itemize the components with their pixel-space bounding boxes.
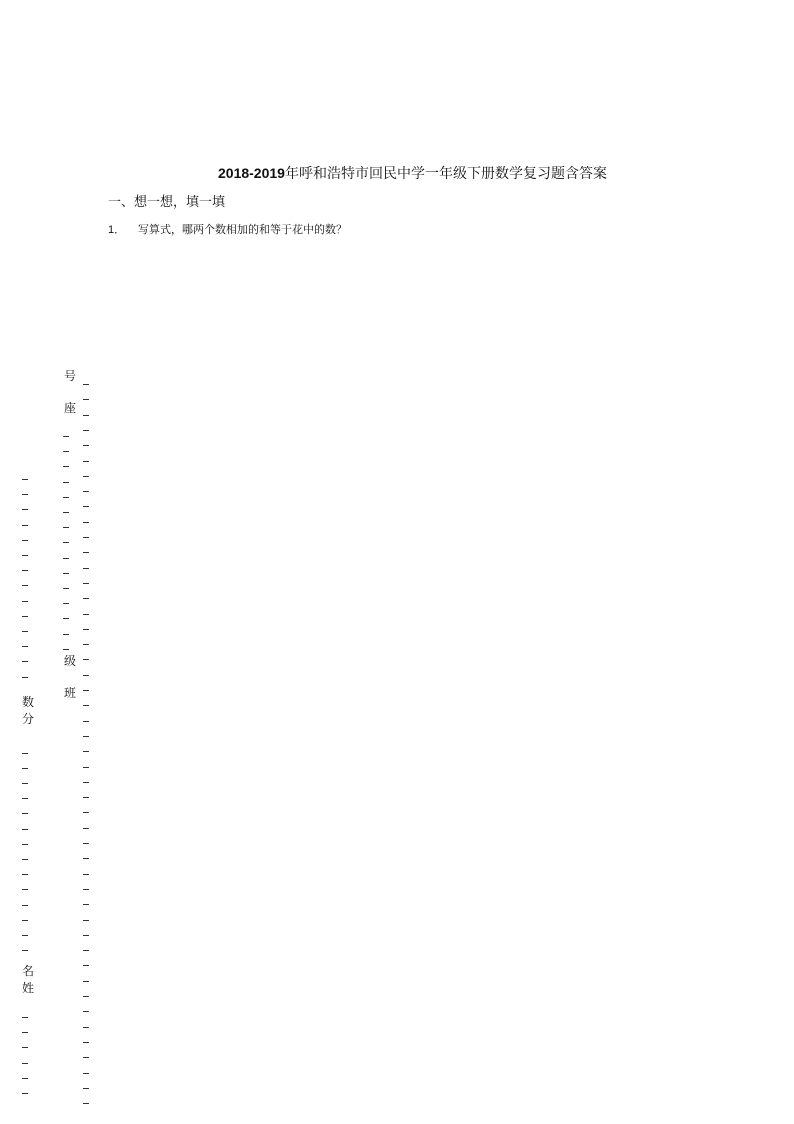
binding-dash	[22, 1047, 28, 1048]
binding-dash	[22, 1078, 28, 1079]
binding-dash	[63, 649, 69, 650]
name-label-char-1: 名	[22, 964, 35, 978]
binding-dash	[83, 797, 89, 798]
binding-dash	[83, 522, 89, 523]
binding-dash	[22, 783, 28, 784]
binding-dash	[63, 497, 69, 498]
binding-dash	[22, 889, 28, 890]
binding-dash	[63, 603, 69, 604]
binding-dash	[83, 690, 89, 691]
binding-dash	[83, 981, 89, 982]
binding-dash	[22, 905, 28, 906]
binding-dash	[22, 1063, 28, 1064]
binding-dash	[83, 812, 89, 813]
document-title	[218, 163, 607, 183]
binding-dash	[83, 858, 89, 859]
binding-dash	[83, 537, 89, 538]
binding-dash	[83, 751, 89, 752]
binding-dash	[83, 415, 89, 416]
binding-dash	[83, 874, 89, 875]
binding-dash	[83, 675, 89, 676]
binding-dash	[83, 644, 89, 645]
binding-dash	[83, 1103, 89, 1104]
binding-dash	[83, 935, 89, 936]
binding-dash	[22, 950, 28, 951]
binding-dash	[22, 1032, 28, 1033]
binding-dash	[22, 479, 28, 480]
binding-dash	[63, 466, 69, 467]
binding-dash	[22, 813, 28, 814]
binding-dash	[83, 828, 89, 829]
score-label-char-2: 分	[22, 712, 35, 726]
binding-dash	[22, 631, 28, 632]
binding-dash	[22, 601, 28, 602]
binding-dash	[83, 721, 89, 722]
name-label-char-2: 姓	[22, 981, 35, 995]
binding-dash	[63, 573, 69, 574]
binding-dash	[83, 904, 89, 905]
binding-dash	[83, 476, 89, 477]
binding-dash	[63, 436, 69, 437]
binding-dash	[83, 782, 89, 783]
binding-dash	[83, 1011, 89, 1012]
binding-dash	[22, 585, 28, 586]
binding-dash	[83, 568, 89, 569]
binding-dash	[63, 558, 69, 559]
binding-dash	[22, 859, 28, 860]
binding-dash	[83, 552, 89, 553]
binding-dash	[83, 1027, 89, 1028]
binding-dash	[22, 844, 28, 845]
binding-dash	[22, 829, 28, 830]
binding-dash	[22, 540, 28, 541]
binding-dash	[63, 512, 69, 513]
title-year: 2018-2019	[218, 165, 285, 181]
score-label-char-1: 数	[22, 695, 35, 709]
binding-dash	[22, 1093, 28, 1094]
binding-dash	[83, 491, 89, 492]
binding-dash	[22, 661, 28, 662]
binding-dash	[22, 509, 28, 510]
binding-dash	[83, 506, 89, 507]
binding-dash	[83, 614, 89, 615]
binding-dash	[22, 677, 28, 678]
class-label-char-1: 级	[64, 654, 77, 668]
binding-dash	[83, 629, 89, 630]
binding-dash	[83, 445, 89, 446]
binding-dash	[63, 527, 69, 528]
binding-dash	[83, 767, 89, 768]
binding-dash	[83, 736, 89, 737]
binding-dash	[83, 583, 89, 584]
binding-dash	[22, 616, 28, 617]
binding-dash	[22, 935, 28, 936]
seat-label-char-1: 号	[64, 369, 77, 383]
binding-dash	[83, 430, 89, 431]
binding-dash	[83, 1042, 89, 1043]
binding-dash	[22, 570, 28, 571]
title-text: 年呼和浩特市回民中学一年级下册数学复习题含答案	[284, 166, 607, 182]
binding-dash	[22, 525, 28, 526]
binding-dash	[63, 482, 69, 483]
binding-dash	[22, 646, 28, 647]
binding-dash	[83, 920, 89, 921]
question-1	[108, 221, 347, 237]
binding-dash	[83, 461, 89, 462]
section-heading: 一、想一想，填一填	[108, 195, 226, 210]
binding-dash	[22, 920, 28, 921]
binding-dash	[83, 889, 89, 890]
class-label-char-2: 班	[64, 686, 77, 700]
question-text: 写算式，哪两个数相加的和等于花中的数？	[138, 223, 347, 236]
binding-dash	[22, 874, 28, 875]
binding-dash	[83, 1057, 89, 1058]
binding-dash	[22, 555, 28, 556]
binding-dash	[83, 659, 89, 660]
binding-dash	[83, 1088, 89, 1089]
question-number: 1．	[108, 224, 126, 236]
binding-dash	[83, 1073, 89, 1074]
binding-dash	[63, 618, 69, 619]
binding-dash	[83, 384, 89, 385]
binding-dash	[22, 768, 28, 769]
binding-dash	[83, 965, 89, 966]
binding-dash	[63, 634, 69, 635]
binding-dash	[83, 399, 89, 400]
binding-dash	[83, 843, 89, 844]
binding-dash	[83, 705, 89, 706]
binding-dash	[83, 950, 89, 951]
binding-dash	[63, 542, 69, 543]
binding-dash	[22, 494, 28, 495]
binding-dash	[83, 598, 89, 599]
binding-dash	[63, 588, 69, 589]
binding-dash	[22, 753, 28, 754]
seat-label-char-2: 座	[64, 401, 77, 415]
binding-dash	[22, 798, 28, 799]
binding-dash	[83, 996, 89, 997]
binding-dash	[63, 451, 69, 452]
binding-dash	[22, 1017, 28, 1018]
